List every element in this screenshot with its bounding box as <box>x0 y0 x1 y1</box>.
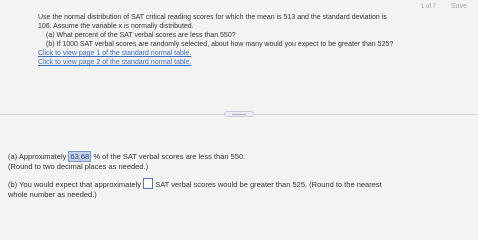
question-progress: 1 of 7 <box>420 4 436 10</box>
answer-b-suffix: SAT verbal scores would be greater than 525. (Round to the nearest <box>155 180 382 189</box>
answer-b <box>8 178 470 190</box>
problem-part-a: (a) What percent of the SAT verbal scores are less than 550? <box>46 32 236 39</box>
normal-table-page1-link[interactable]: Click to view page 1 of the standard normal table. <box>38 50 192 57</box>
answer-b-prefix: (b) You would expect that approximately <box>8 180 141 189</box>
problem-statement <box>38 13 468 67</box>
answer-b-input[interactable] <box>143 178 153 189</box>
answer-a-suffix: % of the SAT verbal scores are less than 550. <box>93 152 246 161</box>
problem-intro <box>38 13 468 31</box>
problem-intro-line1: Use the normal distribution of SAT critical reading scores for which the mean is 513 and the standard deviation is <box>38 14 387 21</box>
pane-resize-handle[interactable] <box>224 111 254 117</box>
save-button[interactable]: Save <box>451 3 467 10</box>
problem-intro-line2: 106. Assume the variable x is normally distributed. <box>38 23 194 30</box>
answer-a-input[interactable]: 63.68 <box>70 152 90 161</box>
answer-b-note: whole number as needed.) <box>8 190 97 199</box>
answer-area <box>8 151 470 200</box>
problem-part-b: (b) If 1000 SAT verbal scores are randomly selected, about how many would you expect to be greater than 525? <box>46 41 394 48</box>
grip-icon <box>232 114 246 115</box>
normal-table-page2-link[interactable]: Click to view page 2 of the standard normal table. <box>38 59 192 66</box>
answer-a-prefix: (a) Approximately <box>8 152 67 161</box>
answer-a-note: (Round to two decimal places as needed.) <box>8 162 149 171</box>
answer-a <box>8 151 470 162</box>
top-bar <box>0 0 478 12</box>
